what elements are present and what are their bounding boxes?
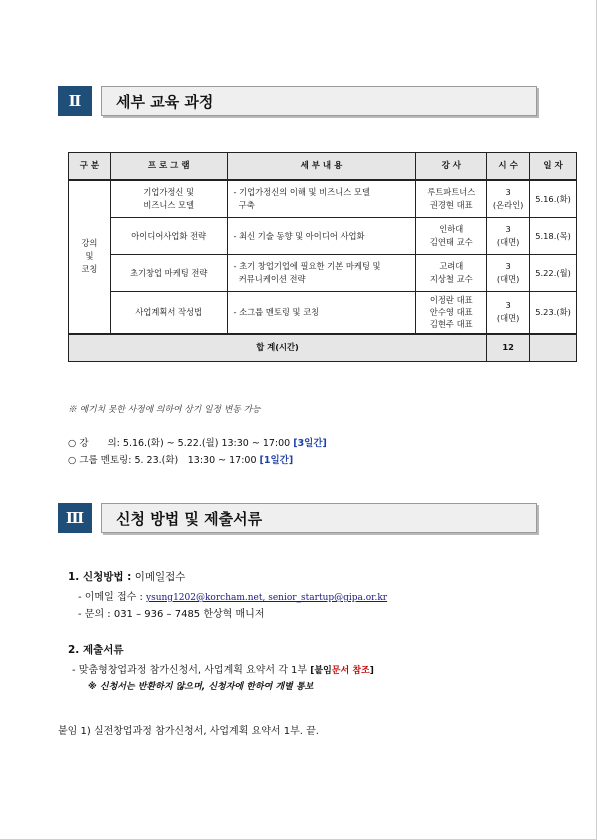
docs-item	[72, 661, 374, 676]
content-cell: - 초기 창업기업에 필요한 기본 마케팅 및 커뮤니케이션 전략	[227, 255, 416, 292]
apply-method-heading	[68, 569, 185, 584]
apply-email-line	[78, 588, 387, 603]
total-label: 합 계(시간)	[69, 334, 487, 362]
attachment-line: 붙임 1) 실전창업과정 참가신청서, 사업계획 요약서 1부. 끝.	[58, 726, 319, 737]
section-2-header	[58, 86, 537, 116]
header-hours: 시 수	[487, 153, 530, 181]
course-table	[68, 152, 577, 362]
docs-bracket-open: [붙임	[310, 666, 332, 676]
content-cell: - 최신 기술 동향 및 아이디어 사업화	[227, 218, 416, 255]
schedule-mentoring-days: [1일간]	[259, 455, 294, 466]
program-cell: 사업계획서 작성법	[110, 292, 227, 334]
schedule-lecture	[68, 435, 327, 449]
section-3-number: Ⅲ	[58, 503, 92, 533]
hours-cell: 3 (온라인)	[487, 180, 530, 218]
table-row	[69, 292, 577, 334]
hours-cell: 3 (대면)	[487, 292, 530, 334]
section-2-number: Ⅱ	[58, 86, 92, 116]
table-row	[69, 180, 577, 218]
email-link[interactable]: ysung1202@korcham.net, senior_startup@gipa.or.kr	[146, 593, 388, 603]
date-cell: 5.18.(목)	[530, 218, 577, 255]
instructor-cell: 이정란 대표 안수영 대표 김현주 대표	[416, 292, 487, 334]
header-instructor: 강 사	[416, 153, 487, 181]
schedule-change-note: ※ 예기치 못한 사정에 의하여 상기 일정 변동 가능	[68, 405, 261, 415]
header-category: 구 분	[69, 153, 111, 181]
table-header-row	[69, 153, 577, 181]
date-cell: 5.22.(월)	[530, 255, 577, 292]
program-cell: 초기창업 마케팅 전략	[110, 255, 227, 292]
instructor-cell: 고려대 지상철 교수	[416, 255, 487, 292]
program-cell: 아이디어사업화 전략	[110, 218, 227, 255]
apply-heading-value: 이메일접수	[134, 571, 186, 583]
total-hours: 12	[487, 334, 530, 362]
schedule-mentoring-text: 그룹 멘토링: 5. 23.(화) 13:30 ~ 17:00	[79, 455, 257, 466]
content-cell: - 소그룹 멘토링 및 코칭	[227, 292, 416, 334]
schedule-lecture-days: [3일간]	[293, 438, 327, 449]
section-3-header	[58, 503, 537, 533]
instructor-cell: 루트파트너스 권경현 대표	[416, 180, 487, 218]
docs-item-text: - 맞춤형창업과정 참가신청서, 사업계획 요약서 각 1부	[72, 665, 308, 676]
schedule-lecture-text: 강 의: 5.16.(화) ~ 5.22.(월) 13:30 ~ 17:00	[79, 438, 291, 449]
category-cell: 강의 및 코칭	[69, 180, 111, 334]
section-3-title: 신청 방법 및 제출서류	[101, 503, 537, 533]
docs-heading: 2. 제출서류	[68, 644, 124, 656]
apply-contact-line: - 문의 : 031 – 936 – 7485 한상혁 매니저	[78, 609, 265, 620]
hours-cell: 3 (대면)	[487, 218, 530, 255]
email-label: - 이메일 접수 :	[78, 592, 143, 603]
schedule-mentoring	[68, 452, 293, 466]
circle-bullet-icon: ○	[68, 438, 77, 449]
total-empty-cell	[530, 334, 577, 362]
section-2-title: 세부 교육 과정	[101, 86, 537, 116]
docs-reference: 문서 참조	[331, 666, 370, 676]
content-cell: - 기업가정신의 이해 및 비즈니스 모델 구축	[227, 180, 416, 218]
table-total-row	[69, 334, 577, 362]
instructor-cell: 인하대 김연태 교수	[416, 218, 487, 255]
table-row	[69, 218, 577, 255]
docs-bracket-close: ]	[369, 666, 374, 676]
date-cell: 5.23.(화)	[530, 292, 577, 334]
program-cell: 기업가정신 및 비즈니스 모델	[110, 180, 227, 218]
docs-notice: ※ 신청서는 반환하지 않으며, 신청자에 한하여 개별 통보	[88, 682, 314, 692]
header-content: 세 부 내 용	[227, 153, 416, 181]
apply-heading-label: 1. 신청방법 :	[68, 571, 132, 583]
header-date: 일 자	[530, 153, 577, 181]
header-program: 프 로 그 램	[110, 153, 227, 181]
date-cell: 5.16.(화)	[530, 180, 577, 218]
table-row	[69, 255, 577, 292]
circle-bullet-icon: ○	[68, 455, 77, 466]
hours-cell: 3 (대면)	[487, 255, 530, 292]
